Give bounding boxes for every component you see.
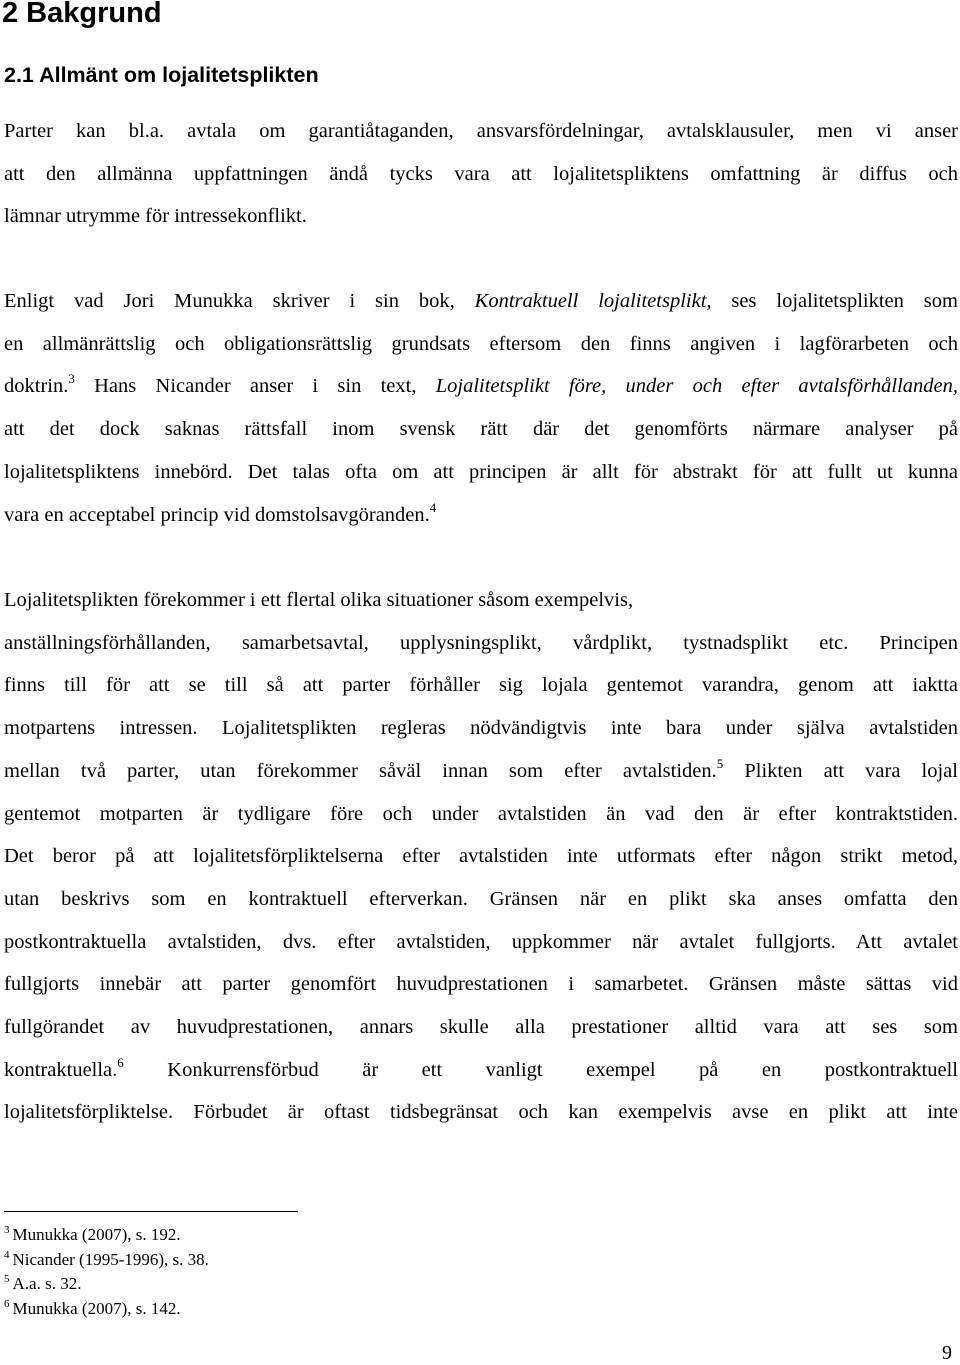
footnote-ref[interactable]: 5 [716,755,724,771]
paragraph-3-line: lojalitetsförpliktelse. Förbudet är oftast tidsbegränsat och kan exempelvis avse en plikt att inte [4,1101,958,1124]
footnote [4,1297,209,1322]
text-run: Konkurrensförbud är ett vanligt exempel på en postkontraktuell [123,1058,958,1081]
footnote-text: Munukka (2007), s. 192. [12,1225,181,1244]
paragraph-2-line-3 [4,365,958,408]
footnote-text: Nicander (1995-1996), s. 38. [12,1249,209,1269]
paragraph-3 [4,579,958,1134]
page-number: 9 [942,1342,952,1364]
paragraph-3-line: utan beskrivs som en kontraktuell efterverkan. Gränsen när en plikt ska anses omfatta den [4,887,958,910]
paragraph-2-line: lojalitetspliktens innebörd. Det talas ofta om att principen är allt för abstrakt för att fullt ut kunna [4,460,958,483]
paragraph-3-line: fullgjorts innebär att parter genomfört huvudprestationen i samarbetet. Gränsen måste sättas vid [4,973,958,996]
footnote [4,1248,209,1273]
paragraph-1-line: att den allmänna uppfattningen ändå tycks vara att lojalitetspliktens omfattning är diffus och [4,162,958,185]
paragraph-1-line: Parter kan bl.a. avtala om garantiåtaganden, ansvarsfördelningar, avtalsklausuler, men vi anser [4,120,958,142]
footnote [4,1272,209,1297]
text-run: Enligt vad Jori Munukka skriver i sin bok, [4,290,475,312]
text-run: vara en acceptabel princip vid domstolsavgöranden. [4,503,430,526]
paragraph-2-line: att det dock saknas rättsfall inom svensk rätt där det genomförts närmare analyser på [4,418,958,441]
text-run: mellan två parter, utan förekommer såväl innan som efter avtalstiden. [4,759,717,782]
paragraph-2-line-6 [4,494,958,537]
paragraph-3-line: gentemot motparten är tydligare före och under avtalstiden än vad den är efter kontraktstiden. [4,802,958,825]
paragraph-3-line: motpartens intressen. Lojalitetsplikten regleras nödvändigtvis inte bara under själva avtalstiden [4,717,958,740]
footnote-number: 4 [4,1248,10,1261]
paragraph-3-line: fullgörandet av huvudprestationen, annars skulle alla prestationer alltid vara att ses som [4,1016,958,1039]
footnote-separator [4,1211,298,1212]
paragraph-1 [4,110,958,238]
text-run: Plikten att vara lojal [723,759,958,782]
paragraph-2-line: en allmänrättslig och obligationsrättslig grundsats eftersom den finns angiven i lagförarbeten och [4,332,958,355]
paragraph-3-line-12 [4,1049,958,1092]
text-run: , ses lojalitetsplikten som [706,290,958,312]
text-run: kontraktuella. [4,1058,118,1081]
chapter-heading: 2 Bakgrund [2,0,162,29]
footnote-text: A.a. s. 32. [12,1274,82,1293]
footnote-ref[interactable]: 4 [429,499,437,515]
footnote-number: 3 [4,1224,10,1236]
footnote-number: 6 [4,1297,10,1310]
paragraph-3-line: finns till för att se till så att parter förhåller sig lojala gentemot varandra, genom att iaktta [4,674,958,697]
paragraph-3-line-5 [4,750,958,793]
footnote [4,1223,209,1248]
article-title: Lojalitetsplikt före, under och efter avtalsförhållanden, [435,375,958,398]
paragraph-3-line: anställningsförhållanden, samarbetsavtal, upplysningsplikt, vårdplikt, tystnadsplikt etc. Principen [4,631,958,654]
footnote-text: Munukka (2007), s. 142. [12,1298,181,1318]
book-title: Kontraktuell lojalitetsplikt [474,290,707,312]
footnotes [4,1223,209,1321]
paragraph-3-line: Lojalitetsplikten förekommer i ett flertal olika situationer såsom exempelvis, [4,589,634,611]
paragraph-2 [4,280,958,536]
footnote-ref[interactable]: 6 [117,1054,124,1070]
paragraph-2-line-1 [4,280,958,323]
text-run: Hans Nicander anser i sin text, [74,375,436,398]
paragraph-3-line: postkontraktuella avtalstiden, dvs. efter avtalstiden, uppkommer när avtalet fullgjorts. Att avtalet [4,930,958,953]
text-run: doktrin. [4,375,69,398]
section-heading: 2.1 Allmänt om lojalitetsplikten [4,63,319,87]
footnote-ref[interactable]: 3 [68,371,75,387]
paragraph-1-line: lämnar utrymme för intressekonflikt. [4,205,307,228]
paragraph-3-line: Det beror på att lojalitetsförpliktelserna efter avtalstiden inte utformats efter någon strikt metod, [4,845,958,868]
footnote-number: 5 [4,1273,10,1285]
